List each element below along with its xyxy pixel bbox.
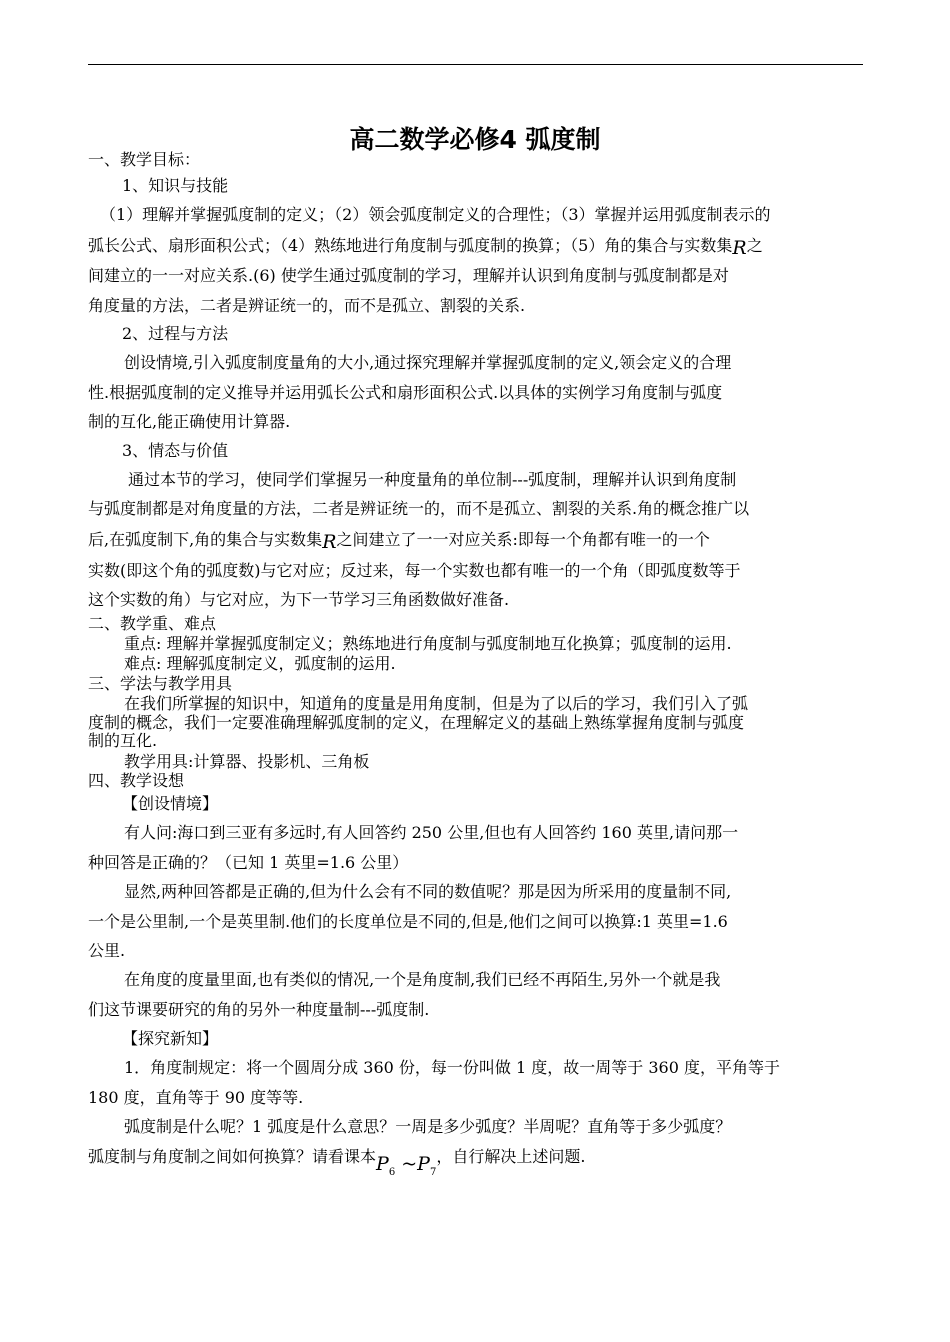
- line-text: 之间建立了一一对应关系:即每一个角都有唯一的一个: [336, 530, 710, 549]
- subheading-scene: 【创设情境】: [122, 794, 219, 813]
- page-number-end: 7: [429, 1166, 437, 1178]
- section-heading-design: 四、教学设想: [88, 771, 185, 790]
- paragraph-line: 在我们所掌握的知识中，知道角的度量是用角度制，但是为了以后的学习，我们引入了弧: [124, 694, 749, 713]
- header-rule: [88, 64, 863, 65]
- paragraph-line: 通过本节的学习，使同学们掌握另一种度量角的单位制---弧度制，理解并认识到角度制: [128, 470, 737, 489]
- paragraph-line: [88, 235, 763, 259]
- line-text: 之: [746, 236, 763, 255]
- paragraph-line: 显然,两种回答都是正确的,但为什么会有不同的数值呢？那是因为所采用的度量制不同,: [124, 882, 732, 901]
- range-tilde: ~: [401, 1153, 418, 1175]
- paragraph-line: 间建立的一一对应关系.(6) 使学生通过弧度制的学习，理解并认识到角度制与弧度制都是对: [88, 266, 729, 285]
- paragraph-line: 制的互化,能正确使用计算器.: [88, 412, 291, 431]
- paragraph-line: 这个实数的角）与它对应，为下一节学习三角函数做好准备.: [88, 590, 510, 609]
- section-heading-goals: 一、教学目标：: [88, 150, 201, 169]
- paragraph-line: 与弧度制都是对角度量的方法，二者是辨证统一的，而不是孤立、割裂的关系.角的概念推广以: [88, 499, 750, 518]
- paragraph-line: 在角度的度量里面,也有类似的情况,一个是角度制,我们已经不再陌生,另外一个就是我: [124, 970, 721, 989]
- paragraph-line: 创设情境,引入弧度制度量角的大小,通过探究理解并掌握弧度制的定义,领会定义的合理: [124, 353, 732, 372]
- paragraph-line: 180 度，直角等于 90 度等等.: [88, 1088, 304, 1107]
- page-letter: P: [376, 1153, 389, 1175]
- difficult-point: 难点: 理解弧度制定义，弧度制的运用.: [124, 654, 396, 673]
- paragraph-line: 制的互化.: [88, 731, 158, 750]
- page-reference: [376, 1153, 437, 1178]
- paragraph-line: 角度量的方法，二者是辨证统一的，而不是孤立、割裂的关系.: [88, 296, 526, 315]
- line-text: 弧度制与角度制之间如何换算？请看课本: [88, 1147, 377, 1166]
- set-symbol-r: R: [322, 531, 337, 553]
- set-symbol-r: R: [732, 237, 747, 259]
- subheading-knowledge: 1、知识与技能: [122, 176, 229, 195]
- paragraph-line: 弧度制是什么呢？1 弧度是什么意思？一周是多少弧度？半周呢？直角等于多少弧度？: [124, 1117, 732, 1136]
- paragraph-line: （1）理解并掌握弧度制的定义；（2）领会弧度制定义的合理性；（3）掌握并运用弧度制表示的: [100, 205, 771, 224]
- paragraph-line: 1．角度制规定：将一个圆周分成 360 份，每一份叫做 1 度，故一周等于 360 度，平角等于: [124, 1058, 780, 1077]
- paragraph-line: 有人问:海口到三亚有多远时,有人回答约 250 公里,但也有人回答约 160 英里,请问那一: [124, 823, 739, 842]
- paragraph-line: 们这节课要研究的角的另外一种度量制---弧度制.: [88, 1000, 430, 1019]
- teaching-tools: 教学用具:计算器、投影机、三角板: [124, 752, 370, 771]
- section-heading-key-points: 二、教学重、难点: [88, 614, 217, 633]
- section-heading-methods: 三、学法与教学用具: [88, 674, 233, 693]
- subheading-process: 2、过程与方法: [122, 324, 229, 343]
- page-number-start: 6: [388, 1166, 396, 1178]
- key-point: 重点: 理解并掌握弧度制定义；熟练地进行角度制与弧度制地互化换算；弧度制的运用.: [124, 634, 732, 653]
- subheading-values: 3、情态与价值: [122, 441, 229, 460]
- paragraph-line: [88, 529, 710, 553]
- paragraph-line: 公里.: [88, 941, 126, 960]
- page-title: 高二数学必修4 弧度制: [349, 125, 601, 154]
- paragraph-line: 性.根据弧度制的定义推导并运用弧长公式和扇形面积公式.以具体的实例学习角度制与弧度: [88, 383, 723, 402]
- page-letter: P: [417, 1153, 430, 1175]
- line-text: 弧长公式、扇形面积公式；（4）熟练地进行角度制与弧度制的换算；（5）角的集合与实数集: [88, 236, 733, 255]
- paragraph-line: 度制的概念，我们一定要准确理解弧度制的定义，在理解定义的基础上熟练掌握角度制与弧度: [88, 713, 745, 732]
- line-text: ，自行解决上述问题.: [436, 1147, 586, 1166]
- paragraph-line: 种回答是正确的？（已知 1 英里=1.6 公里）: [88, 853, 409, 872]
- paragraph-line: 一个是公里制,一个是英里制.他们的长度单位是不同的,但是,他们之间可以换算:1 英里=1.6: [88, 912, 728, 931]
- paragraph-line: [88, 1146, 586, 1178]
- subheading-explore: 【探究新知】: [122, 1029, 219, 1048]
- line-text: 后,在弧度制下,角的集合与实数集: [88, 530, 323, 549]
- paragraph-line: 实数(即这个角的弧度数)与它对应；反过来，每一个实数也都有唯一的一个角（即弧度数等于: [88, 561, 741, 580]
